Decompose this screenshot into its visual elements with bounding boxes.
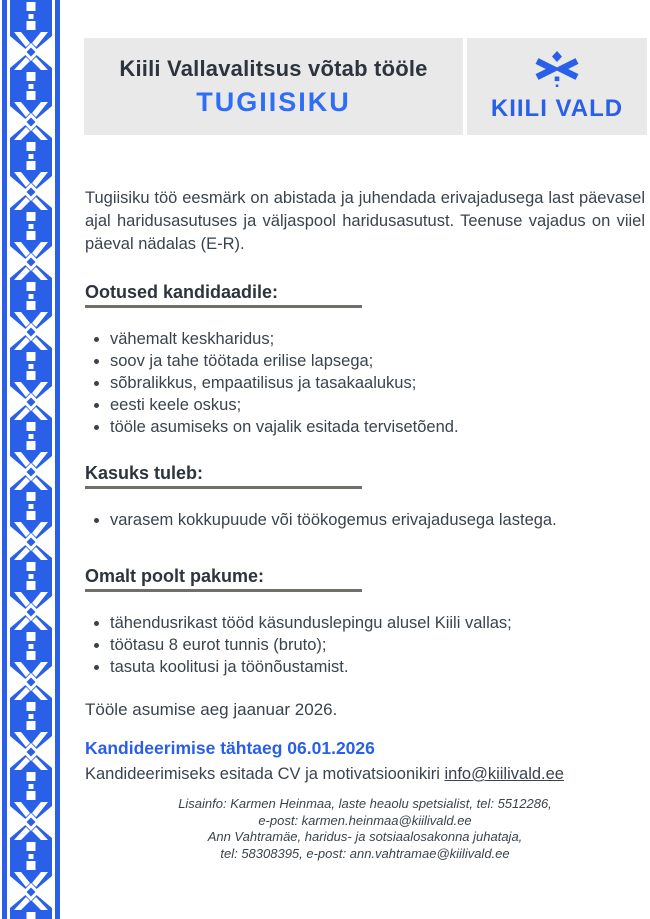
application-deadline: Kandideerimise tähtaeg 06.01.2026: [85, 738, 375, 758]
apply-email-link[interactable]: info@kiilivald.ee: [444, 765, 564, 783]
contact-info-footer: [85, 796, 645, 862]
header-band: [84, 38, 647, 135]
section-advantages: [85, 463, 645, 531]
bullet-item: • tööle asumiseks on vajalik esitada tervisetõend.: [110, 416, 645, 438]
intro-paragraph: Tugiisiku töö eesmärk on abistada ja juhendada erivajadusega last päevasel ajal haridusasutuses ja väljaspool haridusasutust. Teenuse vajadus on viiel päeval nädalas (E-R).: [85, 189, 645, 253]
bullet-list-offer: [85, 612, 645, 678]
section-heading-expectations: Ootused kandidaadile:: [85, 282, 362, 308]
bullet-item: • soov ja tahe töötada erilise lapsega;: [110, 350, 645, 372]
page-title: TUGIISIKU: [196, 86, 351, 117]
start-date-line: Tööle asumise aeg jaanuar 2026.: [85, 700, 338, 719]
header-title-box: [84, 38, 463, 135]
bullet-item: • tasuta koolitusi ja töönõustamist.: [110, 656, 645, 678]
bullet-item: • sõbralikkus, empaatilisus ja tasakaalukus;: [110, 372, 645, 394]
logo-text: KIILI VALD: [490, 94, 624, 122]
content-area: [62, 38, 650, 862]
logo-box: [467, 38, 647, 135]
section-expectations: [85, 282, 645, 438]
contact-line: Lisainfo: Karmen Heinmaa, laste heaolu spetsialist, tel: 5512286,: [178, 796, 552, 811]
folk-border-pattern: [0, 0, 62, 919]
bullet-item: • eesti keele oskus;: [110, 394, 645, 416]
body-text-column: [62, 187, 650, 862]
contact-line: tel: 58308395, e-post: ann.vahtramae@kiilivald.ee: [220, 845, 510, 861]
section-offer: [85, 566, 645, 678]
bullet-item: • tähendusrikast tööd käsunduslepingu alusel Kiili vallas;: [110, 612, 645, 634]
apply-text: Kandideerimiseks esitada CV ja motivatsioonikiri: [85, 765, 445, 783]
contact-line: Ann Vahtramäe, haridus- ja sotsiaalosakonna juhataja,: [207, 829, 523, 844]
apply-instructions: [85, 765, 645, 784]
contact-line: e-post: karmen.heinmaa@kiilivald.ee: [258, 812, 472, 828]
dragonfly-logo-icon: [525, 51, 589, 93]
bullet-item: • töötasu 8 eurot tunnis (bruto);: [110, 634, 645, 656]
header-subtitle: Kiili Vallavalitsus võtab tööle: [119, 55, 428, 81]
bullet-item: • vähemalt keskharidus;: [110, 328, 645, 350]
bullet-list-expectations: [85, 328, 645, 438]
bullet-item: • varasem kokkupuude või töökogemus erivajadusega lastega.: [110, 509, 645, 531]
section-heading-advantages: Kasuks tuleb:: [85, 463, 362, 489]
section-heading-offer: Omalt poolt pakume:: [85, 566, 362, 592]
bullet-list-advantages: [85, 509, 645, 531]
